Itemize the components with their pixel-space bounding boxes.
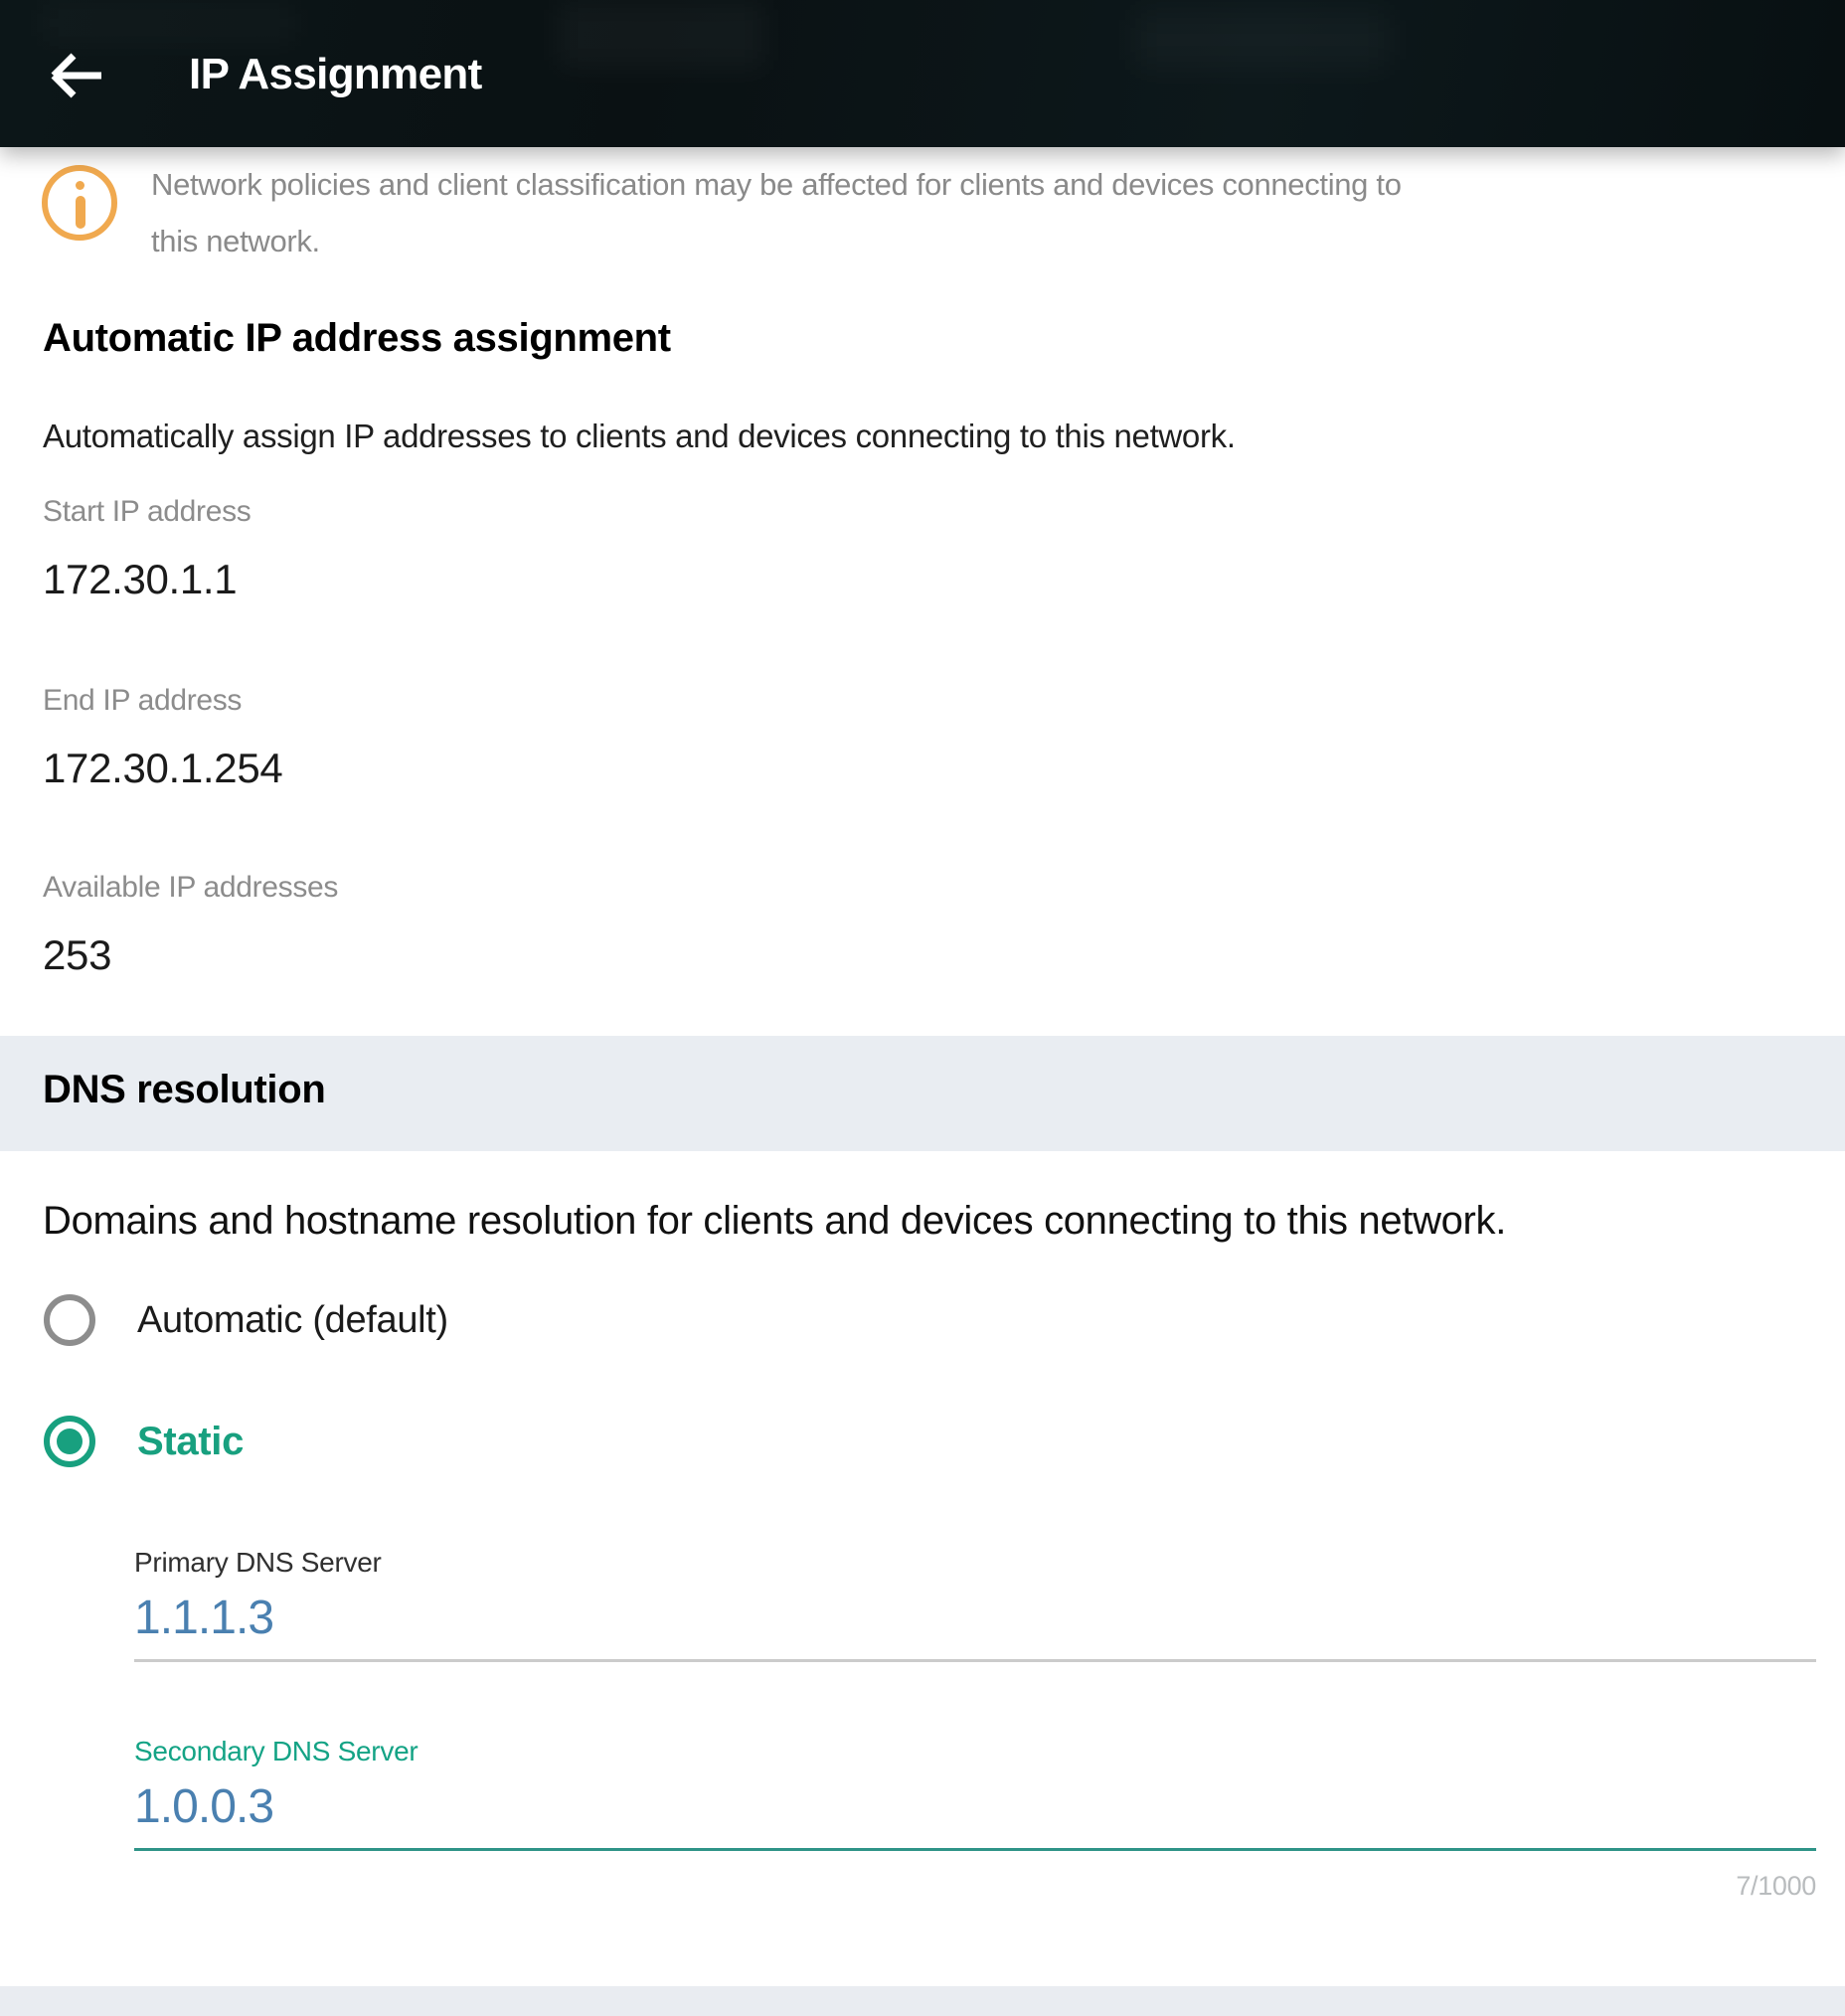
available-ip-label: Available IP addresses [43, 871, 339, 904]
radio-static[interactable] [44, 1416, 244, 1467]
start-ip-value[interactable]: 172.30.1.1 [43, 556, 238, 602]
end-ip-field[interactable] [43, 684, 282, 792]
dns-resolution-banner [0, 1036, 1845, 1151]
primary-dns-group [134, 1547, 1816, 1662]
info-notice [42, 159, 1791, 269]
arrow-left-icon [44, 44, 107, 107]
available-ip-field [43, 871, 338, 979]
secondary-dns-input[interactable] [134, 1767, 1816, 1851]
info-notice-text: Network policies and client classification may be affected for clients and devices connecting to this network. [151, 167, 1402, 258]
back-button[interactable] [44, 44, 107, 107]
app-bar [0, 0, 1845, 147]
radio-selected-icon[interactable] [44, 1416, 95, 1467]
bottom-bar [0, 1986, 1845, 2016]
radio-automatic-label[interactable]: Automatic (default) [137, 1298, 448, 1341]
info-icon [42, 165, 117, 241]
end-ip-value[interactable]: 172.30.1.254 [43, 745, 283, 791]
start-ip-field[interactable] [43, 495, 251, 603]
header-background-texture [1133, 10, 1392, 70]
radio-unselected-icon[interactable] [44, 1294, 95, 1346]
secondary-dns-label: Secondary DNS Server [134, 1736, 419, 1766]
radio-automatic-default[interactable] [44, 1294, 448, 1346]
primary-dns-label: Primary DNS Server [134, 1547, 382, 1578]
page-title: IP Assignment [189, 50, 482, 98]
secondary-dns-group [134, 1736, 1816, 1901]
auto-ip-heading: Automatic IP address assignment [43, 316, 671, 360]
header-background-texture [557, 0, 765, 70]
header-background-texture [40, 0, 298, 46]
radio-static-label[interactable]: Static [137, 1419, 245, 1463]
start-ip-label: Start IP address [43, 495, 252, 528]
dns-description: Domains and hostname resolution for clients and devices connecting to this network. [43, 1199, 1507, 1243]
available-ip-value: 253 [43, 931, 112, 978]
character-counter: 7/1000 [1736, 1871, 1816, 1901]
primary-dns-input[interactable] [134, 1579, 1816, 1662]
end-ip-label: End IP address [43, 684, 243, 717]
auto-ip-description: Automatically assign IP addresses to clients and devices connecting to this network. [43, 418, 1236, 454]
dns-resolution-title: DNS resolution [43, 1068, 326, 1111]
